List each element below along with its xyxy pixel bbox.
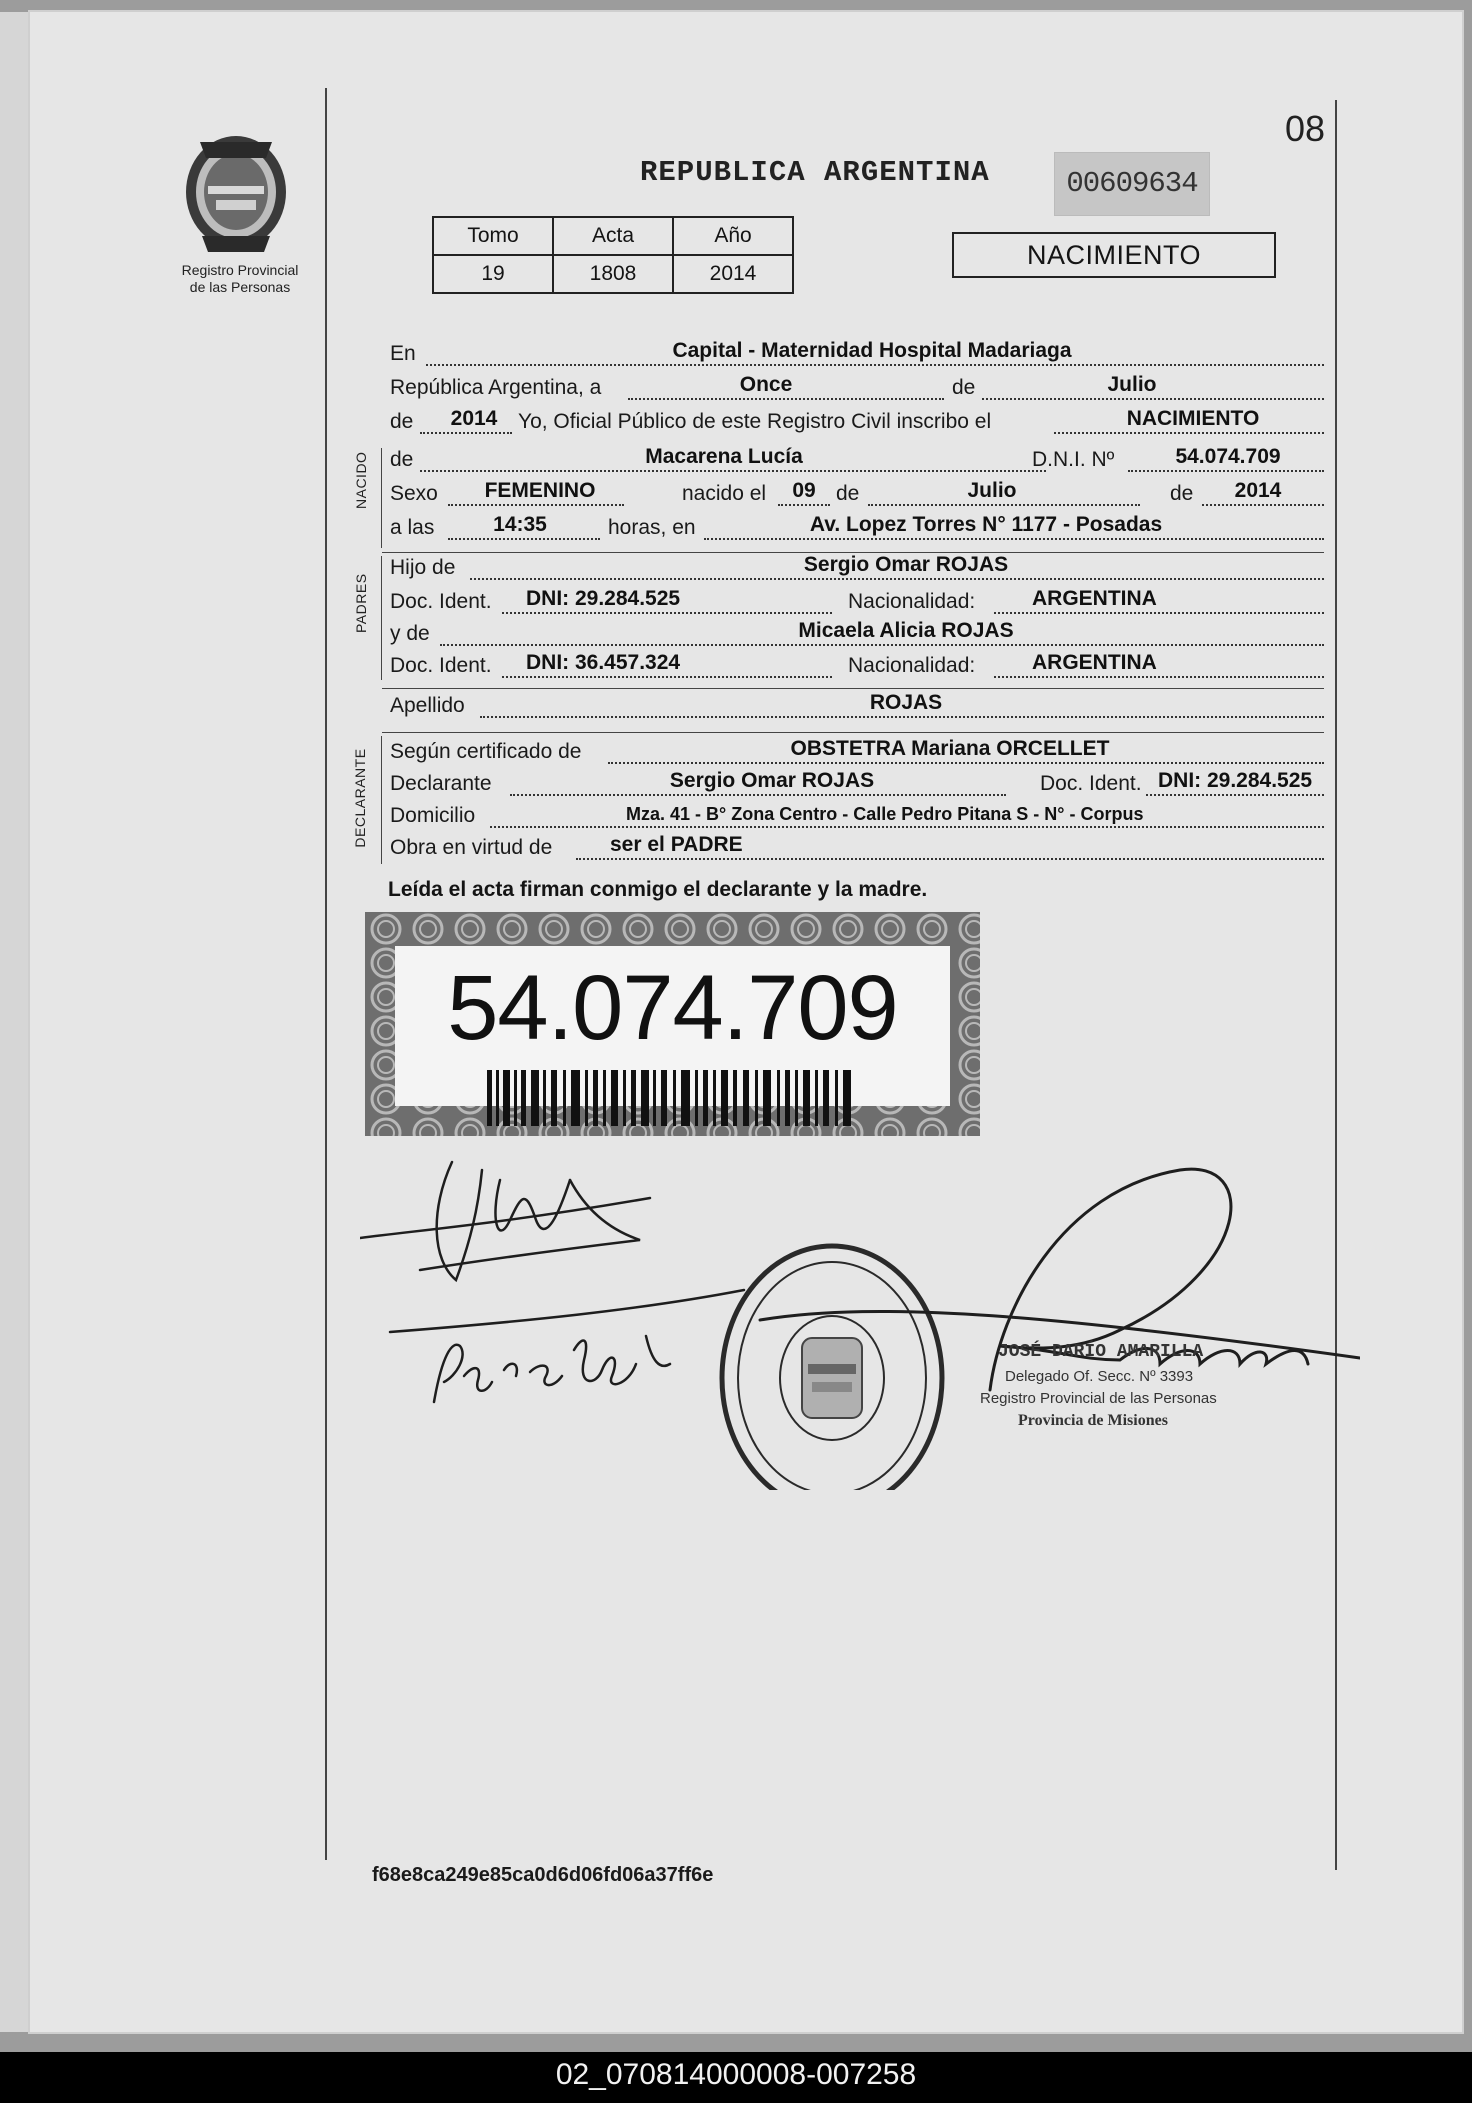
birth-day: 09 [792, 479, 816, 502]
row-father-doc [390, 586, 1324, 618]
horas-label: horas, en [608, 516, 696, 539]
birth-time: 14:35 [493, 513, 547, 536]
section-divider [381, 448, 382, 548]
dotted-line [994, 676, 1324, 678]
dotted-line [420, 470, 1046, 472]
row-date [390, 372, 1324, 404]
birth-address: Av. Lopez Torres N° 1177 - Posadas [809, 513, 1163, 536]
row-address [390, 800, 1324, 832]
month-value: Julio [1107, 373, 1157, 396]
seal-caption-line-2: de las Personas [189, 279, 291, 295]
de3-label: de [836, 482, 860, 505]
dotted-line [510, 794, 1006, 796]
place-value: Capital - Maternidad Hospital Madariaga [672, 339, 1072, 362]
document-hash: f68e8ca249e85ca0d6d06fd06a37ff6e [372, 1864, 714, 1886]
mother-nationality: ARGENTINA [1032, 651, 1157, 674]
birth-year: 2014 [1234, 479, 1282, 502]
republica-label: República Argentina, a [390, 376, 602, 399]
nac1-label: Nacionalidad: [848, 590, 976, 613]
dotted-line [440, 644, 1324, 646]
father-name: Sergio Omar ROJAS [803, 553, 1009, 576]
barcode-label [395, 946, 950, 1106]
official-province: Provincia de Misiones [1018, 1412, 1168, 1429]
year-value: 2014 [450, 407, 498, 430]
dotted-line [470, 578, 1324, 580]
padres-section-label: PADRES [353, 573, 369, 633]
surname-value: ROJAS [869, 691, 943, 714]
row-sex-birthdate [390, 478, 1324, 510]
acta-value: 1808 [553, 255, 673, 293]
serial-number: 00609634 [1054, 152, 1210, 216]
official-office: Registro Provincial de las Personas [980, 1390, 1217, 1407]
section-rule [382, 688, 1324, 689]
a-las-label: a las [390, 516, 435, 539]
apellido-label: Apellido [390, 694, 465, 717]
barcode-sticker [365, 912, 980, 1136]
document-title: REPUBLICA ARGENTINA [640, 156, 990, 189]
de4-label: de [1170, 482, 1194, 505]
inscription-type: NACIMIENTO [1126, 407, 1260, 430]
row-mother [390, 618, 1324, 650]
section-divider [381, 736, 382, 864]
barcode-number: 54.074.709 [447, 957, 898, 1059]
declarante-section-label: DECLARANTE [352, 748, 368, 848]
row-surname [390, 690, 1324, 722]
dotted-line [778, 504, 830, 506]
dotted-line [1202, 504, 1324, 506]
barcode-bars-icon [487, 1070, 857, 1126]
nac2-label: Nacionalidad: [848, 654, 976, 677]
dotted-line [502, 612, 832, 614]
mother-dni: DNI: 36.457.324 [526, 651, 681, 674]
row-mother-doc [390, 650, 1324, 682]
dotted-line [628, 398, 944, 400]
dotted-line [448, 504, 624, 506]
address-value: Mza. 41 - B° Zona Centro - Calle Pedro Pitana S - N° - Corpus [626, 804, 1144, 824]
dotted-line [420, 432, 512, 434]
declarante-label: Declarante [390, 772, 492, 795]
domicilio-label: Domicilio [390, 804, 476, 827]
row-officer [390, 406, 1324, 438]
row-time-place [390, 512, 1324, 544]
doc3-label: Doc. Ident. [1040, 772, 1142, 795]
row-place [390, 338, 1324, 370]
dotted-line [994, 612, 1324, 614]
declarant-signature [360, 1162, 744, 1332]
mother-signature [434, 1336, 670, 1402]
page-edge [0, 12, 30, 2032]
dotted-line [480, 716, 1324, 718]
dotted-line [868, 504, 1140, 506]
child-dni: 54.074.709 [1175, 445, 1281, 468]
mother-name: Micaela Alicia ROJAS [798, 619, 1014, 642]
acta-header: Acta [553, 217, 673, 255]
declarant-name: Sergio Omar ROJAS [669, 769, 875, 792]
doc2-label: Doc. Ident. [390, 654, 492, 677]
birth-month: Julio [967, 479, 1017, 502]
scan-filename: 02_070814000008-007258 [555, 2058, 917, 2091]
sexo-value: FEMENINO [484, 479, 596, 502]
official-title: Delegado Of. Secc. Nº 3393 [1005, 1368, 1194, 1385]
round-stamp [722, 1246, 942, 1490]
province-seal-icon [180, 128, 292, 256]
left-margin-rule [325, 88, 327, 1860]
registry-table [432, 216, 794, 294]
official-name: JOSÉ DARÍO AMARILLA [998, 1342, 1204, 1362]
nacido-el-label: nacido el [682, 482, 767, 505]
dotted-line [704, 538, 1324, 540]
section-rule [382, 732, 1324, 733]
dni-label: D.N.I. Nº [1032, 448, 1115, 471]
cert-label: Según certificado de [390, 740, 582, 763]
nacido-section-label: NACIDO [353, 451, 369, 509]
tomo-header: Tomo [433, 217, 553, 255]
declarant-dni: DNI: 29.284.525 [1158, 769, 1313, 792]
dotted-line [1054, 432, 1324, 434]
reason-value: ser el PADRE [610, 833, 743, 856]
seal-caption-line-1: Registro Provincial [181, 262, 299, 278]
certificate-value: OBSTETRA Mariana ORCELLET [790, 737, 1110, 760]
signatures-area [360, 1150, 1360, 1490]
dotted-line [1146, 794, 1324, 796]
sexo-label: Sexo [390, 482, 438, 505]
dotted-line [982, 398, 1324, 400]
row-reason [390, 832, 1324, 864]
name-label: de [390, 448, 414, 471]
page-number: 08 [1285, 108, 1326, 149]
dotted-line [502, 676, 832, 678]
child-name: Macarena Lucía [645, 445, 803, 468]
anio-value: 2014 [673, 255, 793, 293]
dotted-line [448, 538, 600, 540]
dotted-line [426, 364, 1324, 366]
de-label: de [952, 376, 976, 399]
row-name [390, 444, 1324, 476]
day-value: Once [739, 373, 793, 396]
doc1-label: Doc. Ident. [390, 590, 492, 613]
right-margin-rule [1335, 100, 1337, 1870]
en-label: En [390, 342, 416, 365]
record-type-box: NACIMIENTO [952, 232, 1276, 278]
obra-label: Obra en virtud de [390, 836, 553, 859]
row-certificate [390, 736, 1324, 768]
officer-text: Yo, Oficial Público de este Registro Civil inscribo el [518, 410, 992, 433]
dotted-line [1128, 470, 1324, 472]
row-declarant [390, 768, 1324, 800]
dotted-line [490, 826, 1324, 828]
father-dni: DNI: 29.284.525 [526, 587, 681, 610]
section-divider [381, 556, 382, 680]
row-father [390, 552, 1324, 584]
closing-statement: Leída el acta firman conmigo el declarante y la madre. [388, 878, 928, 901]
hijo-label: Hijo de [390, 556, 456, 579]
anio-header: Año [673, 217, 793, 255]
tomo-value: 19 [433, 255, 553, 293]
father-nationality: ARGENTINA [1032, 587, 1157, 610]
de2-label: de [390, 410, 414, 433]
yde-label: y de [390, 622, 430, 645]
seal-caption [160, 262, 320, 296]
dotted-line [576, 858, 1324, 860]
dotted-line [608, 762, 1324, 764]
